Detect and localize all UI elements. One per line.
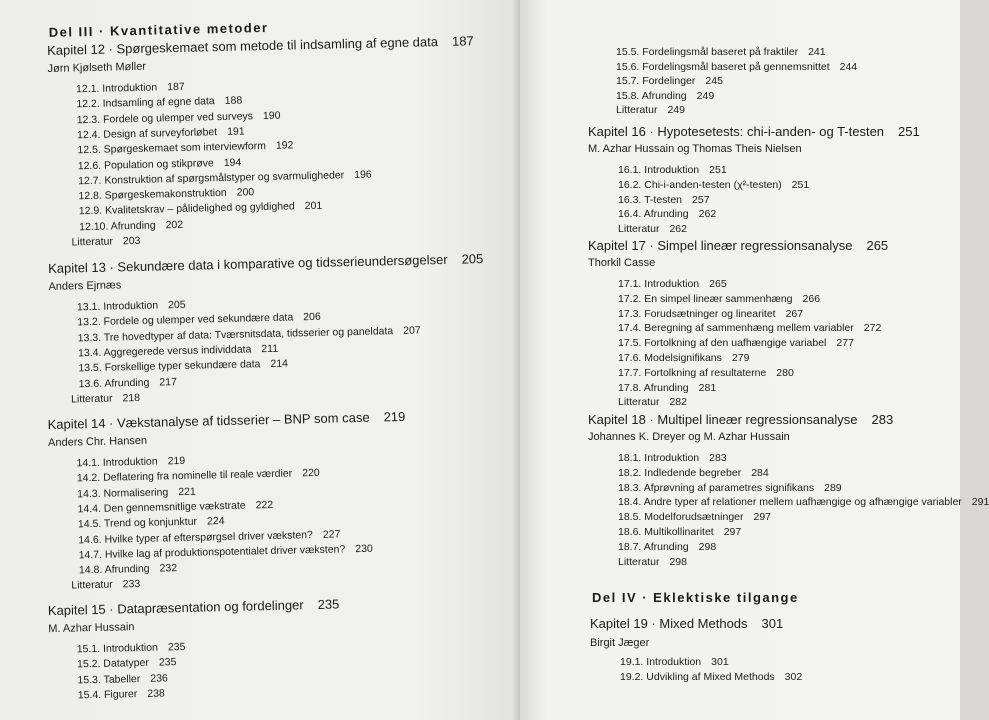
- section-entry: [616, 90, 714, 102]
- section-entry-page-number: 219: [167, 454, 186, 468]
- section-entry-text: 12.4. Design af surveyforløbet: [76, 126, 218, 142]
- section-entry-page-number: 211: [261, 342, 279, 356]
- section-entry-text: 13.5. Forskellige typer sekundære data: [78, 358, 261, 375]
- chapter-author: [588, 431, 790, 443]
- section-entry: [618, 308, 803, 320]
- chapter-title: [48, 596, 340, 618]
- section-entry-page-number: 227: [322, 527, 341, 541]
- chapter-title: [590, 616, 783, 631]
- chapter-title-text: Kapitel 14 · Vækstanalyse af tidsserier – BNP som case: [47, 409, 370, 433]
- section-entry-text: 14.2. Deflatering fra nominelle til reale værdier: [76, 467, 293, 485]
- section-entry: [76, 455, 185, 469]
- section-entry: [618, 208, 716, 220]
- section-entry: [79, 219, 183, 233]
- section-entry-page-number: 249: [696, 89, 715, 102]
- section-entry-page-number: 298: [698, 540, 717, 553]
- literature-entry: [616, 104, 685, 116]
- literature-entry-page-number: 262: [669, 223, 687, 236]
- section-entry: [618, 179, 809, 191]
- section-entry-page-number: 245: [705, 75, 723, 87]
- chapter-title-page-number: 251: [898, 124, 920, 139]
- chapter-title-text: Kapitel 17 · Simpel lineær regressionsanalyse: [588, 238, 853, 253]
- section-entry: [618, 322, 881, 334]
- chapter-title: [588, 124, 920, 139]
- section-entry-page-number: 279: [731, 352, 750, 364]
- section-entry-page-number: 281: [698, 381, 717, 394]
- section-entry: [77, 641, 186, 655]
- section-entry: [77, 125, 245, 141]
- section-entry: [76, 81, 185, 95]
- chapter-author-text: Birgit Jæger: [590, 637, 650, 649]
- section-entry-text: 14.4. Den gennemsnitlige vækstrate: [77, 499, 246, 516]
- literature-entry-page-number: 233: [122, 578, 141, 591]
- chapter-title: [47, 409, 405, 432]
- chapter-author-text: M. Azhar Hussain og Thomas Theis Nielsen: [588, 143, 802, 155]
- section-entry-text: 18.1. Introduktion: [618, 452, 700, 464]
- section-entry-text: 15.1. Introduktion: [76, 641, 159, 656]
- section-entry-text: 12.5. Spørgeskemaet som interviewform: [77, 140, 267, 157]
- section-entry-text: 19.1. Introduktion: [620, 656, 702, 668]
- section-entry-page-number: 201: [304, 200, 323, 213]
- literature-entry-page-number: 218: [122, 391, 141, 405]
- section-entry-page-number: 190: [262, 109, 281, 122]
- chapter-author: [47, 61, 146, 75]
- section-entry-text: 12.2. Indsamling af egne data: [76, 95, 215, 111]
- section-entry-text: 18.4. Andre typer af relationer mellem uafhængige og afhængige variabler: [618, 496, 962, 509]
- chapter-title-page-number: 219: [383, 408, 406, 425]
- section-entry: [77, 311, 321, 329]
- part-heading: Del IV · Eklektiske tilgange: [592, 590, 799, 605]
- section-entry-text: 15.7. Fordelinger: [616, 75, 696, 87]
- literature-entry-text: Litteratur: [618, 223, 660, 236]
- section-entry: [618, 352, 749, 364]
- chapter-title-page-number: 235: [317, 596, 340, 612]
- section-entry-text: 15.8. Afrunding: [616, 89, 687, 102]
- chapter-title-text: Kapitel 12 · Spørgeskemaet som metode til indsamling af egne data: [46, 34, 439, 58]
- section-entry: [618, 496, 989, 508]
- right-page: [520, 0, 989, 720]
- section-entry: [77, 672, 168, 686]
- section-entry: [77, 109, 281, 126]
- section-entry-page-number: 221: [178, 485, 196, 498]
- section-entry-page-number: 194: [223, 156, 242, 169]
- section-entry: [76, 95, 242, 111]
- section-entry-page-number: 202: [165, 218, 184, 231]
- section-entry-page-number: 214: [270, 357, 289, 371]
- part-heading: Del III · Kvantitative metoder: [48, 19, 269, 40]
- chapter-author-text: Thorkil Casse: [588, 257, 656, 269]
- section-entry: [618, 511, 771, 523]
- literature-entry-page-number: 282: [669, 396, 687, 409]
- section-entry: [618, 194, 710, 206]
- section-entry-text: 15.2. Datatyper: [76, 657, 150, 671]
- section-entry-page-number: 241: [808, 46, 826, 58]
- literature-entry: [618, 556, 687, 568]
- section-entry: [618, 164, 727, 176]
- section-entry: [78, 515, 225, 530]
- section-entry-page-number: 244: [839, 60, 858, 73]
- section-entry-page-number: 230: [355, 542, 373, 555]
- section-entry: [77, 299, 186, 313]
- section-entry: [616, 75, 723, 87]
- section-entry: [78, 343, 278, 360]
- section-entry-text: 15.6. Fordelingsmål baseret på gennemsnittet: [616, 60, 830, 73]
- section-entry-page-number: 267: [785, 307, 804, 320]
- section-entry: [618, 367, 794, 379]
- section-entry-text: 17.1. Introduktion: [618, 278, 700, 290]
- section-entry-page-number: 272: [863, 322, 882, 335]
- section-entry-text: 14.7. Hvilke lag af produktionspotentialet driver væksten?: [78, 543, 346, 562]
- section-entry: [77, 140, 293, 157]
- section-entry: [77, 656, 177, 670]
- section-entry-page-number: 207: [403, 324, 421, 337]
- section-entry-text: 16.1. Introduktion: [618, 164, 700, 176]
- section-entry-page-number: 205: [167, 298, 186, 312]
- section-entry: [616, 61, 857, 73]
- section-entry-page-number: 191: [226, 125, 245, 138]
- section-entry: [78, 156, 242, 172]
- section-entry-text: 16.4. Afrunding: [618, 208, 689, 221]
- section-entry: [618, 467, 769, 479]
- section-entry-text: 14.1. Introduktion: [76, 455, 158, 470]
- section-entry: [620, 656, 729, 668]
- chapter-author: [588, 257, 655, 269]
- chapter-author: [48, 435, 147, 449]
- section-entry-page-number: 206: [303, 311, 321, 324]
- section-entry: [618, 452, 727, 464]
- chapter-title-page-number: 301: [761, 616, 784, 631]
- section-entry-page-number: 291: [971, 496, 989, 509]
- section-entry-text: 13.6. Afrunding: [78, 376, 150, 390]
- chapter-title: [588, 238, 888, 253]
- literature-entry-page-number: 249: [667, 104, 685, 116]
- chapter-author-text: Jørn Kjølseth Møller: [47, 60, 147, 75]
- chapter-title-text: Kapitel 13 · Sekundære data i komparative og tidsserieundersøgelser: [47, 251, 448, 276]
- chapter-author: [588, 143, 802, 155]
- section-entry-page-number: 277: [836, 337, 854, 350]
- section-entry: [618, 278, 727, 290]
- section-entry-text: 17.2. En simpel lineær sammenhæng: [618, 292, 793, 305]
- section-entry-text: 15.3. Tabeller: [77, 672, 141, 687]
- literature-entry-page-number: 203: [122, 234, 141, 248]
- chapter-title-text: Kapitel 18 · Multipel lineær regressionsanalyse: [588, 412, 858, 427]
- section-entry-page-number: 235: [158, 656, 177, 669]
- chapter-title-page-number: 187: [451, 33, 474, 49]
- section-entry-text: 15.5. Fordelingsmål baseret på fraktiler: [616, 46, 799, 58]
- section-entry: [79, 562, 177, 576]
- chapter-title-page-number: 205: [461, 251, 484, 267]
- chapter-author: [48, 621, 134, 635]
- section-entry: [618, 382, 716, 394]
- section-entry-page-number: 187: [167, 80, 185, 94]
- section-entry: [79, 376, 177, 390]
- section-entry: [78, 687, 165, 701]
- section-entry-text: 14.3. Normalisering: [77, 485, 169, 500]
- section-entry-page-number: 238: [147, 687, 165, 700]
- literature-entry-text: Litteratur: [70, 392, 113, 406]
- section-entry-text: 17.4. Beregning af sammenhæng mellem variabler: [618, 322, 854, 335]
- section-entry-page-number: 196: [354, 168, 372, 181]
- literature-entry-text: Litteratur: [616, 104, 658, 116]
- section-entry-text: 16.2. Chi-i-anden-testen (χ²-testen): [618, 178, 782, 191]
- section-entry-text: 17.5. Fortolkning af den uafhængige variabel: [618, 337, 827, 350]
- section-entry-page-number: 257: [692, 193, 710, 206]
- section-entry-text: 18.6. Multikollinaritet: [618, 526, 714, 538]
- section-entry-page-number: 284: [751, 466, 769, 479]
- section-entry-text: 13.1. Introduktion: [76, 299, 159, 314]
- section-entry-text: 18.7. Afrunding: [618, 540, 689, 553]
- section-entry-text: 12.7. Konstruktion af spørgsmålstyper og svarmuligheder: [77, 169, 345, 188]
- section-entry: [618, 337, 854, 349]
- section-entry-text: 12.3. Fordele og ulemper ved surveys: [76, 109, 254, 126]
- chapter-title: [588, 412, 893, 427]
- chapter-title-text: Kapitel 15 · Datapræsentation og fordelinger: [47, 597, 304, 619]
- section-entry-page-number: 280: [776, 366, 794, 379]
- section-entry-page-number: 262: [698, 208, 717, 221]
- section-entry-page-number: 302: [784, 670, 803, 683]
- section-entry-page-number: 235: [167, 640, 186, 654]
- chapter-title-page-number: 265: [866, 238, 889, 253]
- section-entry-page-number: 266: [802, 292, 821, 305]
- section-entry-text: 12.1. Introduktion: [75, 81, 158, 96]
- section-entry: [620, 671, 802, 683]
- section-entry-page-number: 236: [150, 671, 168, 685]
- section-entry-text: 15.4. Figurer: [77, 687, 138, 702]
- chapter-title-page-number: 283: [871, 412, 894, 427]
- section-entry-text: 17.8. Afrunding: [618, 381, 689, 394]
- section-entry-page-number: 217: [159, 375, 178, 388]
- section-entry: [616, 46, 826, 58]
- literature-entry-text: Litteratur: [618, 555, 660, 568]
- section-entry-text: 17.7. Fortolkning af resultaterne: [618, 366, 767, 379]
- literature-entry: [618, 223, 687, 235]
- section-entry-text: 14.6. Hvilke typer af efterspørgsel driver væksten?: [78, 528, 313, 546]
- section-entry-text: 16.3. T-testen: [618, 193, 683, 206]
- section-entry: [77, 467, 320, 485]
- literature-entry-text: Litteratur: [618, 396, 660, 409]
- section-entry: [77, 499, 273, 515]
- section-entry-text: 14.8. Afrunding: [78, 562, 150, 577]
- literature-entry-text: Litteratur: [71, 235, 114, 249]
- literature-entry: [71, 392, 140, 406]
- section-entry-page-number: 251: [709, 164, 727, 176]
- section-entry: [79, 200, 323, 218]
- section-entry-page-number: 251: [791, 178, 810, 191]
- section-entry: [78, 358, 288, 375]
- section-entry-page-number: 188: [224, 94, 243, 108]
- chapter-author-text: Anders Chr. Hansen: [47, 434, 148, 450]
- section-entry-page-number: 232: [159, 562, 178, 575]
- section-entry-text: 12.8. Spørgeskemakonstruktion: [78, 187, 227, 203]
- section-entry-page-number: 297: [753, 511, 772, 524]
- section-entry: [78, 542, 372, 561]
- section-entry-text: 12.6. Population og stikprøve: [77, 156, 214, 172]
- chapter-author: [48, 279, 121, 293]
- section-entry-text: 14.5. Trend og konjunktur: [77, 515, 198, 531]
- section-entry-text: 12.10. Afrunding: [79, 219, 156, 233]
- section-entry-text: 13.3. Tre hovedtyper af data: Tværsnitsdata, tidsserier og paneldata: [77, 324, 394, 344]
- section-entry-text: 18.3. Afprøvning af parametres signifikans: [618, 481, 815, 494]
- chapter-title-text: Kapitel 16 · Hypotesetests: chi-i-anden- og T-testen: [588, 124, 885, 139]
- section-entry-text: 18.5. Modelforudsætninger: [618, 511, 744, 524]
- section-entry-text: 13.2. Fordele og ulemper ved sekundære data: [77, 311, 294, 329]
- section-entry: [618, 293, 820, 305]
- section-entry-page-number: 265: [709, 278, 727, 290]
- literature-entry: [618, 396, 687, 408]
- chapter-title-text: Kapitel 19 · Mixed Methods: [590, 616, 748, 631]
- section-entry-page-number: 200: [236, 186, 255, 199]
- section-entry-page-number: 301: [711, 656, 729, 668]
- section-entry: [77, 485, 196, 500]
- section-entry-page-number: 297: [723, 526, 742, 538]
- section-entry-text: 18.2. Indledende begreber: [618, 466, 742, 479]
- section-entry-text: 17.3. Forudsætninger og linearitet: [618, 307, 776, 320]
- right-page-content: [520, 0, 989, 720]
- chapter-author: [590, 637, 649, 649]
- section-entry: [78, 186, 254, 202]
- section-entry-text: 13.4. Aggregerede versus individdata: [77, 343, 252, 360]
- literature-entry-page-number: 298: [669, 555, 687, 568]
- chapter-author-text: Anders Ejrnæs: [48, 279, 122, 293]
- section-entry-page-number: 222: [255, 498, 274, 512]
- section-entry-text: 17.6. Modelsignifikans: [618, 352, 722, 364]
- section-entry: [618, 541, 716, 553]
- section-entry-text: 12.9. Kvalitetskrav – pålidelighed og gyldighed: [78, 200, 295, 218]
- chapter-author-text: M. Azhar Hussain: [48, 621, 135, 636]
- section-entry-text: 19.2. Udvikling af Mixed Methods: [620, 670, 775, 683]
- literature-entry: [71, 578, 140, 592]
- section-entry: [78, 168, 372, 187]
- section-entry: [618, 482, 842, 494]
- section-entry-page-number: 224: [206, 515, 225, 528]
- section-entry-page-number: 283: [709, 452, 727, 464]
- section-entry-page-number: 289: [824, 481, 842, 494]
- literature-entry: [71, 235, 140, 249]
- section-entry-page-number: 220: [302, 467, 320, 480]
- section-entry-page-number: 192: [275, 139, 294, 152]
- literature-entry-text: Litteratur: [71, 578, 113, 592]
- section-entry: [618, 526, 741, 538]
- chapter-author-text: Johannes K. Dreyer og M. Azhar Hussain: [588, 431, 790, 443]
- chapter-title: [48, 251, 484, 276]
